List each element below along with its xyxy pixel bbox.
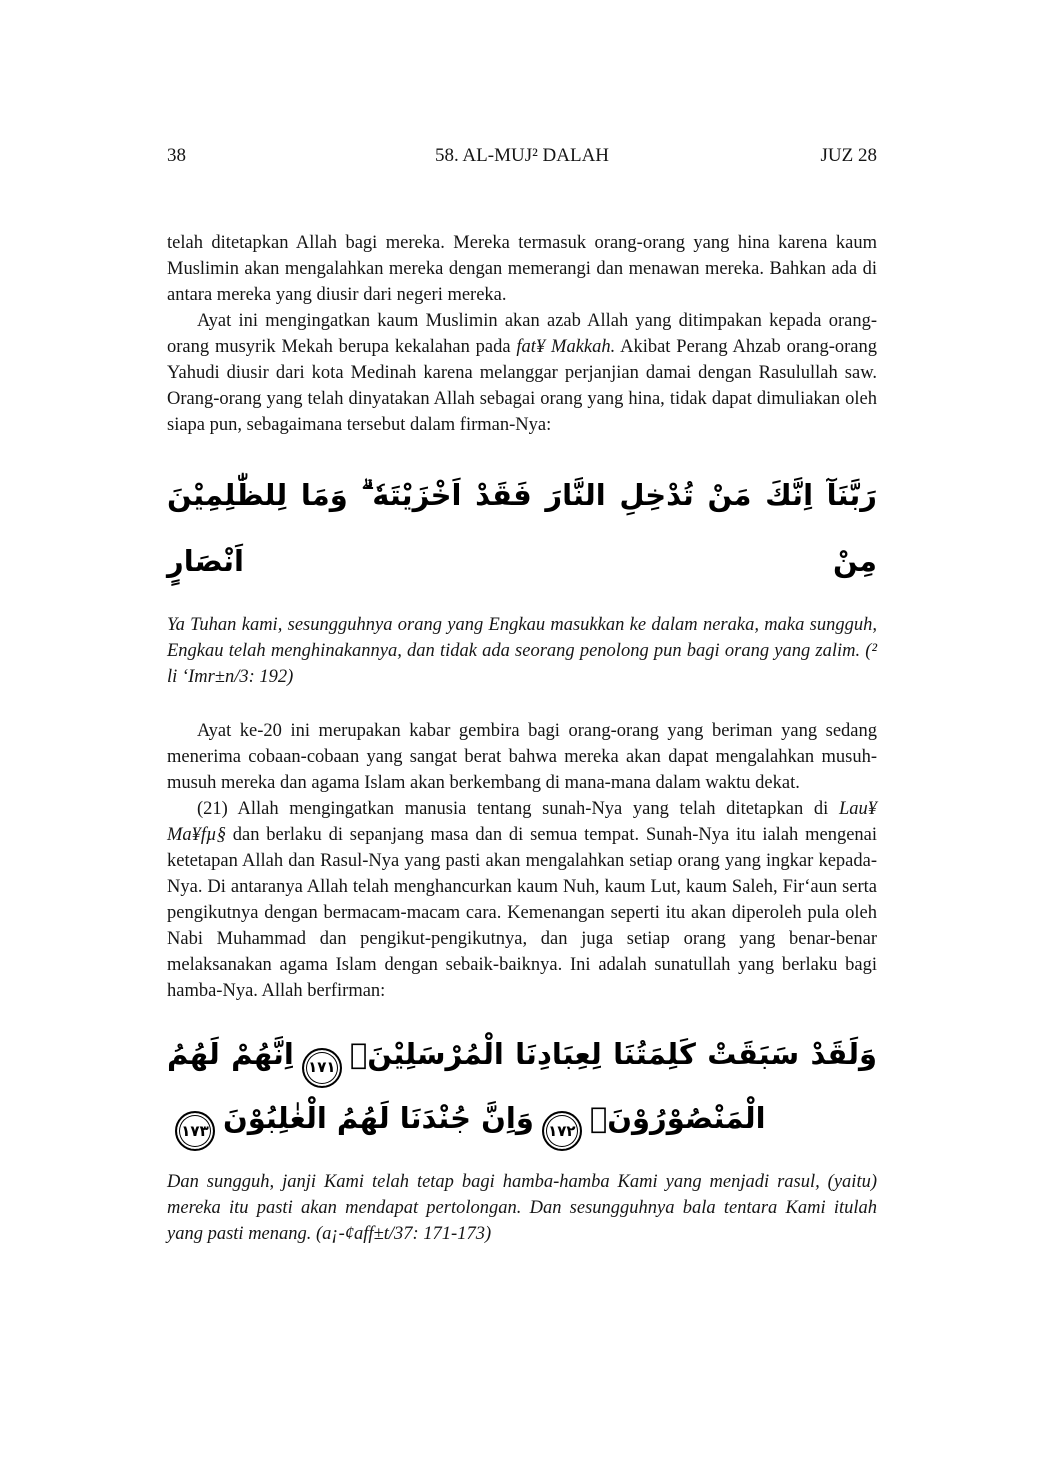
- paragraph-2-text: Ayat ini mengingatkan kaum Muslimin akan azab Allah yang ditimpakan kepada orang-orang musyrik Mekah berupa kekalahan pada: [167, 311, 877, 357]
- verse-translation-2-text: Dan sungguh, janji Kami telah tetap bagi hamba-hamba Kami yang menjadi rasul, (yaitu) mereka itu pasti akan mendapat pertolongan. Dan sesungguhnya bala tentara Kami itulah yang pasti menang.: [167, 1172, 877, 1244]
- ayah-number-173: ١٧٣: [175, 1111, 215, 1151]
- page-number: 38: [167, 145, 186, 166]
- verse-translation-1-text: Ya Tuhan kami, sesungguhnya orang yang Engkau masukkan ke dalam neraka, maka sungguh, Engkau telah menghinakannya, dan tidak ada seorang penolong pun bagi orang yang zalim.: [167, 615, 877, 661]
- paragraph-4-text: (21) Allah mengingatkan manusia tentang sunah-Nya yang telah ditetapkan di: [197, 799, 839, 819]
- quran-verse-2-segment-2: اِنَّهُمْ لَهُمُ الْمَنْصُوْرُوْنَۖ: [167, 1037, 766, 1135]
- verse-translation-1: [167, 612, 877, 690]
- paragraph-2-text-cont: Akibat Perang Ahzab orang-orang Yahudi diusir dari kota Medinah karena melanggar perjanjian damai dengan Rasulullah saw. Orang-orang yang telah dinyatakan Allah sebagai orang yang hina, tidak dapat dimuliakan oleh siapa pun, sebagaimana tersebut dalam firman-Nya:: [167, 337, 877, 435]
- juz-label: JUZ 28: [820, 145, 877, 166]
- quran-verse-1-text: رَبَّنَآ اِنَّكَ مَنْ تُدْخِلِ النَّارَ فَقَدْ اَخْزَيْتَهٗ ۗ وَمَا لِلظّٰلِمِيْنَ مِنْ اَنْصَارٍ: [167, 478, 877, 578]
- paragraph-2-italic-term: fat¥ Makkah.: [516, 337, 616, 357]
- chapter-title: 58. AL-MUJ² DALAH: [434, 145, 610, 166]
- quran-verse-2-segment-3: وَاِنَّ جُنْدَنَا لَهُمُ الْغٰلِبُوْنَ: [223, 1100, 534, 1135]
- page-body: [167, 230, 877, 1247]
- quran-verse-2-segment-1: وَلَقَدْ سَبَقَتْ كَلِمَتُنَا لِعِبَادِنَا الْمُرْسَلِيْنَۚ: [349, 1037, 877, 1071]
- ayah-number-172: ١٧٢: [542, 1111, 582, 1151]
- ayah-number-171: ١٧١: [302, 1048, 342, 1088]
- verse-reference-2: (a¡-¢aff±t/37: 171-173): [316, 1224, 492, 1244]
- verse-translation-2: [167, 1169, 877, 1247]
- quran-verse-arabic-2: [167, 1024, 877, 1151]
- paragraph-4: [167, 796, 877, 1004]
- quran-verse-arabic-1: [167, 462, 877, 594]
- paragraph-4-text-cont: dan berlaku di sepanjang masa dan di semua tempat. Sunah-Nya itu ialah mengenai ketetapan Allah dan Rasul-Nya yang pasti akan mengalahkan setiap orang yang ingkar kepada-Nya. Di antaranya Allah telah menghancurkan kaum Nuh, kaum Lut, kaum Saleh, Fir‘aun serta pengikutnya dengan bermacam-macam cara. Kemenangan seperti itu akan diperoleh pula oleh Nabi Muhammad dan pengikut-pengikutnya, dan juga setiap orang yang benar-benar melaksanakan agama Islam dengan sebaik-baiknya. Ini adalah sunatullah yang berlaku bagi hamba-Nya. Allah berfirman:: [167, 825, 877, 1001]
- paragraph-2: [167, 308, 877, 438]
- paragraph-1: telah ditetapkan Allah bagi mereka. Mereka termasuk orang-orang yang hina karena kaum Muslimin akan mengalahkan mereka dengan memerangi dan menawan mereka. Bahkan ada di antara mereka yang diusir dari negeri mereka.: [167, 233, 877, 305]
- verse-reference-1: (² li ‘Imr±n/3: 192): [167, 641, 877, 687]
- paragraph-4-italic-term: Lau¥ Ma¥fµ§: [167, 799, 877, 845]
- paragraph-3: Ayat ke-20 ini merupakan kabar gembira bagi orang-orang yang beriman yang sedang menerima cobaan-cobaan yang sangat berat bahwa mereka akan dapat mengalahkan musuh-musuh mereka dan agama Islam akan berkembang di mana-mana dalam waktu dekat.: [167, 721, 877, 793]
